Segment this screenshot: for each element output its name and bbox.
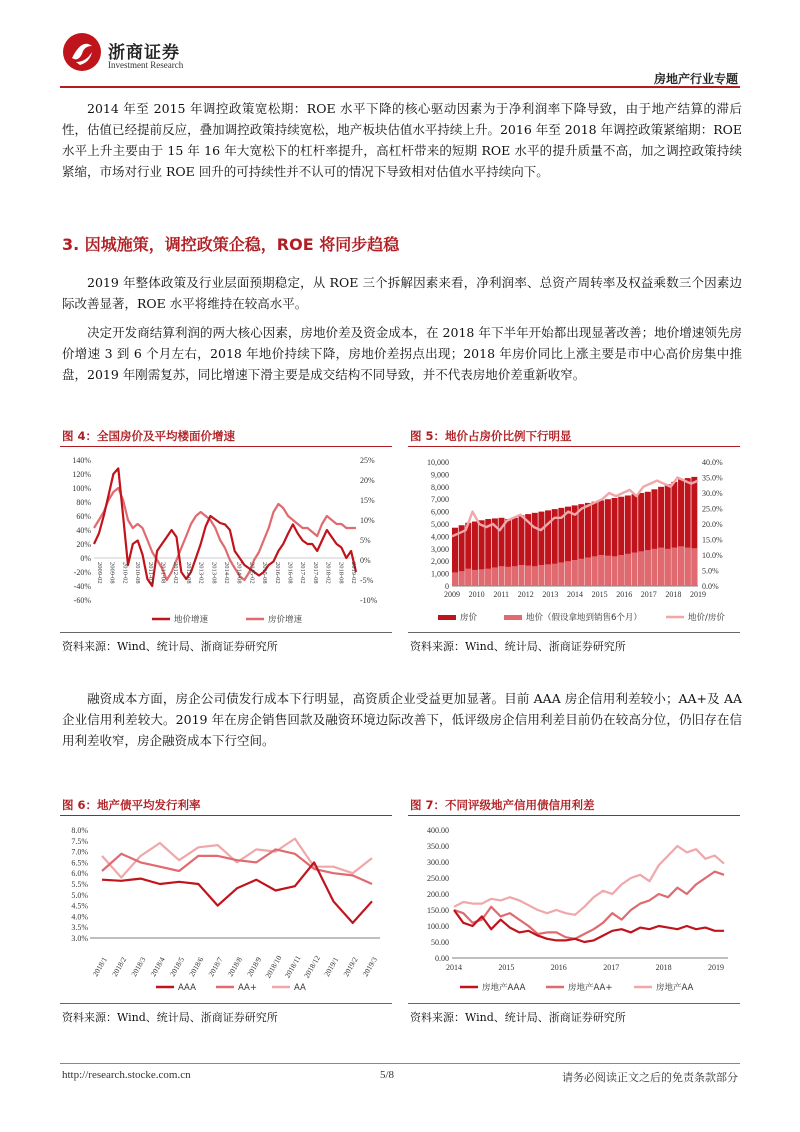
fig7-y-axis-tick-label: 150.00 (427, 906, 449, 915)
fig5-right-axis-tick-label: 35.0% (702, 473, 723, 483)
fig5-left-axis-tick-label: 9,000 (431, 470, 449, 480)
fig5-legend-ratio-label: 地价/房价 (688, 613, 725, 623)
fig5-bar-land-price (499, 566, 505, 586)
fig7-series-aaa (454, 910, 724, 942)
fig5-left-axis-tick-label: 10,000 (427, 458, 449, 467)
figure-4-top-rule (60, 446, 392, 447)
fig4-x-tick-label: 2017-02 (299, 562, 307, 584)
fig5-bar-land-price (605, 556, 611, 586)
fig7-y-axis-tick-label: 300.00 (427, 858, 449, 867)
figure-7-top-rule (408, 815, 740, 816)
figure-5-source: 资料来源：Wind、统计局、浙商证券研究所 (410, 640, 626, 653)
fig5-bar-land-price (645, 550, 651, 586)
fig4-x-tick-label: 2015-02 (248, 562, 256, 584)
figure-5-bottom-rule (408, 632, 740, 633)
fig4-x-tick-label: 2014-08 (235, 562, 243, 584)
fig4-x-tick-label: 2011-08 (159, 562, 167, 584)
figure-7-caption: 图 7：不同评级地产信用债信用利差 (410, 798, 595, 812)
paragraph-policy-history: 2014 年至 2015 年调控政策宽松期：ROE 水平下降的核心驱动因素为于净利润率下降导致，由于地产结算的滞后性，估值已经提前反应，叠加调控政策持续宽松，地产板块估值水平持续上升。2016 年至 2018 年调控政策紧缩期：ROE 水平上升主要由于 15 年 16 年大宽松下的杠杆率提升，高杠杆带来的短期 ROE 水平的提升质量不高，加之调控政策持续紧缩，市场对行业 ROE 回升的可持续性并不认可的情况下导致相对估值水平持续向下。 (62, 101, 742, 179)
fig5-bar-land-price (485, 569, 491, 586)
fig4-left-axis-tick-label: -60% (73, 596, 91, 605)
fig4-legend-land-label: 地价增速 (174, 615, 209, 625)
fig5-x-tick-label: 2018 (665, 590, 682, 599)
fig5-bar-land-price (618, 555, 624, 586)
fig6-x-tick-label: 2018/8 (225, 955, 244, 979)
fig7-y-axis-tick-label: 50.00 (431, 938, 449, 947)
fig5-right-axis-tick-label: 30.0% (702, 489, 723, 498)
fig4-right-axis-tick-label: 20% (360, 476, 375, 485)
fig7-x-tick-label: 2016 (550, 963, 567, 972)
fig5-bar-land-price (459, 571, 465, 586)
fig6-series-aaa (102, 862, 372, 923)
fig4-x-tick-label: 2016-08 (286, 562, 294, 584)
fig5-bar-land-price (651, 549, 657, 586)
fig4-right-axis-tick-label: 0% (360, 556, 371, 565)
fig6-legend-aa-label: AA (294, 983, 306, 993)
fig5-bar-land-price (518, 565, 524, 586)
fig4-x-tick-label: 2017-08 (311, 562, 319, 584)
fig5-left-axis-tick-label: 8,000 (431, 482, 449, 492)
fig6-y-axis-tick-label: 3.0% (71, 934, 88, 943)
fig4-x-tick-label: 2009-02 (96, 562, 103, 584)
fig6-y-axis-tick-label: 6.0% (71, 869, 88, 879)
header-divider (60, 86, 740, 88)
footer-disclaimer: 请务必阅读正文之后的免责条款部分 (562, 1071, 738, 1084)
fig4-left-axis-tick-label: 140% (72, 456, 91, 465)
fig4-x-tick-label: 2016-02 (273, 562, 281, 584)
fig5-bar-land-price (492, 567, 498, 586)
fig5-left-axis-tick-label: 5,000 (431, 520, 449, 529)
fig5-left-axis-tick-label: 7,000 (431, 495, 449, 505)
fig5-right-axis-tick-label: 20.0% (702, 520, 723, 529)
fig6-x-tick-label: 2018/9 (245, 955, 264, 979)
fig5-left-axis-tick-label: 3,000 (431, 544, 449, 554)
fig6-x-tick-label: 2018/12 (301, 953, 323, 980)
fig5-bar-land-price (558, 562, 564, 586)
fig6-x-tick-label: 2018/4 (148, 955, 167, 979)
fig5-bar-land-price (565, 561, 571, 586)
page-number: 5/8 (380, 1069, 395, 1081)
fig4-left-axis-tick-label: 60% (76, 512, 91, 521)
fig7-y-axis-tick-label: 400.00 (427, 826, 449, 835)
fig5-bar-land-price (532, 566, 538, 586)
fig4-left-axis-tick-label: 80% (76, 498, 91, 507)
fig5-right-axis-tick-label: 15.0% (702, 535, 723, 545)
fig4-left-axis-tick-label: -20% (73, 568, 91, 577)
fig7-x-tick-label: 2019 (708, 963, 724, 972)
fig5-bar-land-price (545, 564, 551, 586)
fig5-left-axis-tick-label: 4,000 (431, 532, 449, 542)
fig4-left-axis-tick-label: 100% (72, 484, 91, 493)
fig5-bar-land-price (472, 570, 478, 586)
fig5-x-tick-label: 2011 (493, 590, 510, 599)
figure-6-chart (60, 818, 392, 1000)
fig5-bar-land-price (452, 572, 458, 586)
fig4-x-tick-label: 2013-08 (210, 562, 218, 584)
fig4-right-axis-tick-label: 10% (360, 516, 375, 525)
fig5-legend-land-swatch (504, 615, 522, 620)
figure-5-caption: 图 5：地价占房价比例下行明显 (410, 429, 572, 443)
fig7-y-axis-tick-label: 250.00 (427, 874, 449, 883)
figure-7-source: 资料来源：Wind、统计局、浙商证券研究所 (410, 1011, 626, 1024)
fig6-x-tick-label: 2018/6 (187, 955, 206, 979)
fig7-x-tick-label: 2018 (655, 963, 672, 972)
fig7-legend-aa-plus-label: 房地产AA+ (568, 983, 613, 993)
fig6-y-axis-tick-label: 5.0% (71, 890, 88, 900)
fig5-bar-land-price (691, 548, 697, 586)
figure-6-bottom-rule (60, 1003, 392, 1004)
fig7-series-aa-plus (454, 872, 724, 939)
fig6-legend-aaa-label: AAA (178, 983, 196, 993)
fig5-bar-land-price (658, 548, 664, 586)
footer-divider (60, 1063, 740, 1064)
fig5-left-axis-tick-label: 2,000 (431, 557, 449, 567)
figure-6-source: 资料来源：Wind、统计局、浙商证券研究所 (62, 1011, 278, 1024)
fig5-bar-land-price (625, 554, 631, 586)
fig5-bar-land-price (585, 557, 591, 586)
fig5-x-tick-label: 2013 (542, 590, 559, 599)
fig4-right-axis-tick-label: -5% (360, 576, 374, 585)
fig7-y-axis-tick-label: 100.00 (427, 922, 449, 931)
fig5-x-tick-label: 2015 (591, 590, 608, 599)
figure-6-caption: 图 6：地产债平均发行利率 (62, 798, 201, 812)
fig6-x-tick-label: 2018/2 (110, 955, 129, 979)
fig5-legend-land-label: 地价（假设拿地到销售6个月） (526, 613, 642, 623)
fig5-bar-land-price (525, 566, 531, 586)
fig7-y-axis-tick-label: 200.00 (427, 890, 449, 899)
fig5-bar-land-price (612, 556, 618, 586)
figure-6-top-rule (60, 815, 392, 816)
fig7-x-tick-label: 2014 (446, 963, 462, 972)
fig4-x-tick-label: 2011-02 (146, 562, 154, 584)
fig6-legend-aa-plus-label: AA+ (238, 983, 257, 993)
fig6-x-tick-label: 2018/5 (167, 955, 187, 979)
fig4-x-tick-label: 2018-08 (337, 562, 345, 584)
paragraph-land-price: 决定开发商结算利润的两大核心因素，房地价差及资金成本，在 2018 年下半年开始都出现显著改善；地价增速领先房价增速 3 到 6 个月左右，2018 年地价持续下降，房地价差拐点出现；2018 年房价同比上涨主要是市中心高价房集中推盘，2019 年刚需复苏，同比增速下滑主要是成交结构不同导致，并不代表房地价差重新收窄。 (62, 325, 742, 382)
fig6-x-tick-label: 2019/3 (360, 955, 379, 979)
fig5-bar-land-price (552, 564, 558, 586)
fig5-bar-land-price (632, 553, 638, 586)
fig5-x-tick-label: 2017 (640, 590, 657, 599)
fig5-right-axis-tick-label: 5.0% (702, 566, 719, 576)
fig6-x-tick-label: 2019/2 (341, 955, 360, 979)
fig5-x-tick-label: 2019 (690, 590, 706, 599)
fig5-bar-land-price (665, 549, 671, 586)
fig4-right-axis-tick-label: 25% (360, 456, 375, 465)
fig6-x-tick-label: 2018/10 (263, 953, 284, 980)
figure-7-chart (408, 818, 740, 1000)
fig5-left-axis-tick-label: 6,000 (431, 507, 449, 517)
fig7-legend-aaa-label: 房地产AAA (482, 983, 526, 993)
fig6-x-tick-label: 2019/1 (322, 955, 341, 979)
section-title: 3. 因城施策，调控政策企稳，ROE 将同步趋稳 (62, 235, 400, 254)
fig4-x-tick-label: 2015-08 (261, 562, 269, 584)
logo-icon (62, 32, 102, 72)
fig4-right-axis-tick-label: 5% (360, 536, 371, 545)
fig7-x-tick-label: 2015 (498, 963, 515, 972)
fig4-right-axis-tick-label: -10% (360, 596, 378, 605)
fig6-x-tick-label: 2018/1 (90, 955, 109, 979)
fig4-x-tick-label: 2018-02 (324, 562, 332, 584)
fig4-x-tick-label: 2012-08 (184, 562, 192, 584)
fig7-legend-aa-label: 房地产AA (656, 983, 694, 993)
fig5-x-tick-label: 2016 (616, 590, 633, 599)
paragraph-financing-cost: 融资成本方面，房企公司债发行成本下行明显，高资质企业受益更加显著。目前 AAA 房企信用利差较小；AA+及 AA 企业信用利差较大。2019 年在房企销售回款及融资环境边际改善下，低评级房企信用利差目前仍在较高分位，仍旧存在信用利差收窄，房企融资成本下行空间。 (62, 691, 742, 748)
fig5-bar-land-price (465, 569, 471, 586)
fig5-x-tick-label: 2009 (444, 590, 460, 599)
fig5-x-tick-label: 2012 (517, 590, 534, 599)
fig5-legend-house-label: 房价 (460, 613, 478, 623)
fig7-y-axis-tick-label: 350.00 (427, 842, 449, 851)
brand-name: 浙商证券 (108, 43, 180, 63)
fig4-x-tick-label: 2013-02 (197, 562, 205, 584)
fig5-bar-land-price (685, 548, 691, 586)
fig5-bar-land-price (592, 556, 598, 586)
fig4-left-axis-tick-label: -40% (73, 582, 91, 591)
figure-5-chart (408, 450, 740, 630)
figure-4-chart (60, 450, 392, 630)
fig5-right-axis-tick-label: 40.0% (702, 458, 723, 467)
fig5-bar-land-price (479, 569, 485, 586)
fig6-y-axis-tick-label: 5.5% (71, 880, 88, 889)
fig6-y-axis-tick-label: 4.5% (71, 901, 88, 911)
fig5-left-axis-tick-label: 1,000 (431, 569, 449, 579)
fig5-bar-land-price (671, 548, 677, 586)
fig5-x-tick-label: 2010 (468, 590, 485, 599)
paragraph-roe-outlook: 2019 年整体政策及行业层面预期稳定，从 ROE 三个拆解因素来看，净利润率、总资产周转率及权益乘数三个因素边际改善显著，ROE 水平将维持在较高水平。 (62, 275, 742, 311)
figure-4-bottom-rule (60, 632, 392, 633)
fig5-bar-land-price (578, 559, 584, 586)
fig4-x-tick-label: 2012-02 (172, 562, 180, 584)
fig5-left-axis-tick-label: 0 (445, 582, 449, 591)
fig5-right-axis-tick-label: 0.0% (702, 582, 719, 591)
fig6-y-axis-tick-label: 7.0% (71, 847, 88, 857)
fig5-right-axis-tick-label: 25.0% (702, 504, 723, 514)
fig4-left-axis-tick-label: 0% (80, 554, 91, 563)
fig7-y-axis-tick-label: 0.00 (435, 954, 449, 963)
fig5-bar-land-price (505, 567, 511, 586)
fig4-legend-house-label: 房价增速 (268, 615, 303, 625)
fig5-bar-land-price (678, 546, 684, 586)
fig6-y-axis-tick-label: 4.0% (71, 912, 88, 922)
fig6-x-tick-label: 2018/11 (282, 953, 303, 980)
fig4-x-tick-label: 2010-02 (121, 562, 129, 584)
fig4-x-tick-label: 2019-02 (350, 562, 357, 584)
fig5-bar-land-price (598, 555, 604, 586)
fig4-x-tick-label: 2014-02 (223, 562, 230, 584)
fig5-bar-land-price (638, 551, 644, 586)
fig6-y-axis-tick-label: 8.0% (71, 826, 88, 835)
fig7-x-tick-label: 2017 (603, 963, 620, 972)
fig4-left-axis-tick-label: 120% (72, 470, 91, 479)
fig5-bar-land-price (538, 565, 544, 586)
figure-4-caption: 图 4：全国房价及平均楼面价增速 (62, 429, 236, 443)
fig5-right-axis-tick-label: 10.0% (702, 551, 723, 560)
figure-4-source: 资料来源：Wind、统计局、浙商证券研究所 (62, 640, 278, 653)
fig4-right-axis-tick-label: 15% (360, 496, 375, 505)
brand-name-en: Investment Research (108, 60, 184, 70)
fig4-left-axis-tick-label: 40% (76, 526, 91, 535)
fig5-legend-house-swatch (438, 615, 456, 620)
fig6-x-tick-label: 2018/3 (129, 955, 148, 979)
fig6-y-axis-tick-label: 7.5% (71, 836, 88, 846)
fig4-left-axis-tick-label: 20% (76, 540, 91, 549)
fig4-x-tick-label: 2009-08 (108, 562, 116, 584)
fig5-bar-land-price (512, 566, 518, 586)
fig6-y-axis-tick-label: 6.5% (71, 858, 88, 868)
fig5-x-tick-label: 2014 (567, 590, 583, 599)
figure-7-bottom-rule (408, 1003, 740, 1004)
report-type: 房地产行业专题 (653, 72, 738, 86)
footer-url[interactable]: http://research.stocke.com.cn (62, 1069, 191, 1081)
fig7-series-aa (454, 846, 724, 915)
fig5-bar-land-price (572, 560, 578, 586)
figure-5-top-rule (408, 446, 740, 447)
fig6-y-axis-tick-label: 3.5% (71, 923, 88, 933)
fig6-x-tick-label: 2018/7 (206, 955, 225, 979)
fig4-x-tick-label: 2010-08 (134, 562, 142, 584)
